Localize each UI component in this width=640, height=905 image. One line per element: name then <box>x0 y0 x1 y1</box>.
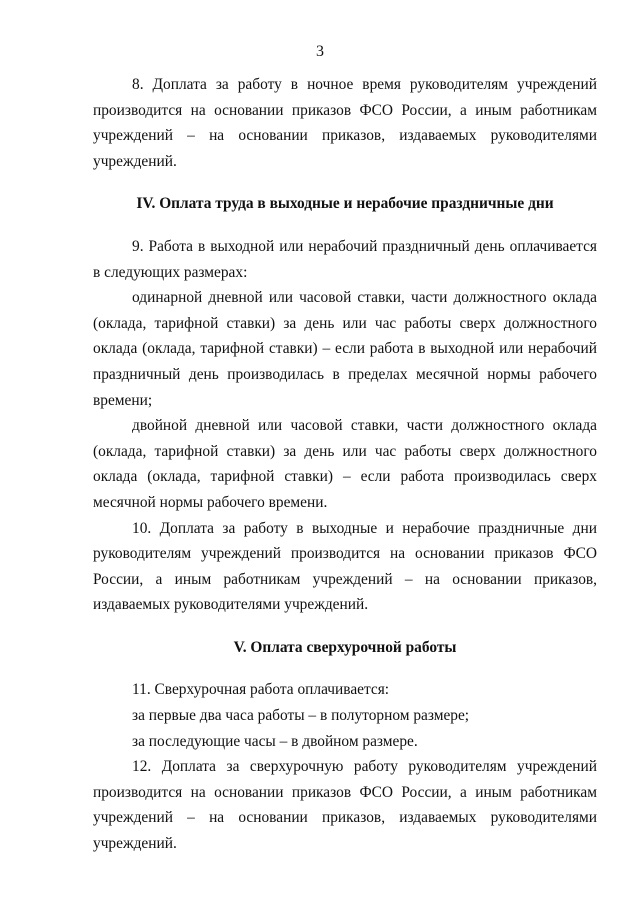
page-number: 3 <box>316 43 324 60</box>
spacer <box>93 618 597 635</box>
spacer <box>93 174 597 191</box>
section-heading-iv: IV. Оплата труда в выходные и нерабочие праздничные дни <box>136 195 554 213</box>
paragraph-9: 9. Работа в выходной или нерабочий праздничный день оплачивается в следующих размерах: <box>93 237 597 281</box>
paragraph-8: 8. Доплата за работу в ночное время руководителям учреждений производится на основании приказов ФСО России, а иным работникам учреждений – на основании приказов, издаваемых руководителями учреждений. <box>93 76 597 170</box>
spacer <box>93 660 597 677</box>
paragraph-12: 12. Доплата за сверхурочную работу руководителям учреждений производится на основании приказов ФСО России, а иным работникам учреждений – на основании приказов, издаваемых руководителями учреждений. <box>93 758 597 853</box>
paragraph-9-item-double: двойной дневной или часовой ставки, части должностного оклада (оклада, тарифной ставки) за день или час работы сверх должностного оклада (оклада, тарифной ставки) – если работа производилась сверх месячной нормы рабочего времени. <box>93 417 597 511</box>
paragraph-10: 10. Доплата за работу в выходные и нерабочие праздничные дни руководителям учреждений производится на основании приказов ФСО России, а иным работникам учреждений – на основании приказов, издаваемых руководителями учреждений. <box>93 519 597 614</box>
paragraph-11-item-first-hours: за первые два часа работы – в полуторном размере; <box>132 707 470 725</box>
paragraph-11-item-subsequent-hours: за последующие часы – в двойном размере. <box>132 732 418 750</box>
paragraph-11: 11. Сверхурочная работа оплачивается: <box>132 681 390 699</box>
spacer <box>93 217 597 234</box>
paragraph-9-item-single: одинарной дневной или часовой ставки, части должностного оклада (оклада, тарифной ставки) за день или час работы сверх должностного оклада (оклада, тарифной ставки) – если работа в выходной или нерабочий праздничный день производилась в пределах месячной нормы рабочего времени; <box>93 289 597 409</box>
document-body <box>93 72 597 857</box>
section-heading-v: V. Оплата сверхурочной работы <box>233 638 457 656</box>
